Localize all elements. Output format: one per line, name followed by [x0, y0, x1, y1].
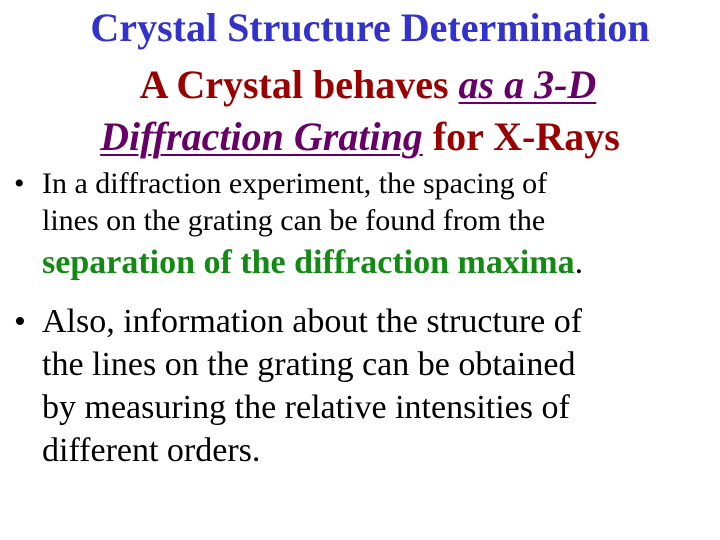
slide-title-line-1 [0, 6, 720, 50]
bullet-item-2 [14, 300, 720, 472]
highlight-text: separation of the diffraction maxima [42, 244, 575, 281]
title-text-suffix: for X-Rays [422, 114, 620, 159]
bullet-marker: • [14, 303, 26, 340]
title-emphasis-diffraction-grating: Diffraction Grating [100, 114, 423, 159]
slide-title-line-2 [0, 63, 720, 107]
bullet-text-period: . [574, 244, 584, 281]
title-text-prefix: A Crystal behaves [139, 62, 459, 107]
bullet-text-line [14, 244, 714, 282]
bullet-text-line: lines on the grating can be found from the [42, 204, 546, 237]
title-emphasis-3d: as a 3-D [458, 62, 597, 107]
bullet-marker: • [14, 167, 25, 200]
bullet-text-line: In a diffraction experiment, the spacing of [42, 167, 548, 200]
bullet-text-line: by measuring the relative intensities of [42, 389, 570, 426]
bullet-text-line: the lines on the grating can be obtained [42, 346, 576, 383]
title-text: Crystal Structure Determination [90, 5, 650, 50]
slide-title-line-3 [0, 115, 720, 159]
bullet-item-1 [14, 165, 714, 282]
bullet-text-line: Also, information about the structure of [42, 303, 583, 340]
bullet-text-line: different orders. [42, 432, 261, 469]
